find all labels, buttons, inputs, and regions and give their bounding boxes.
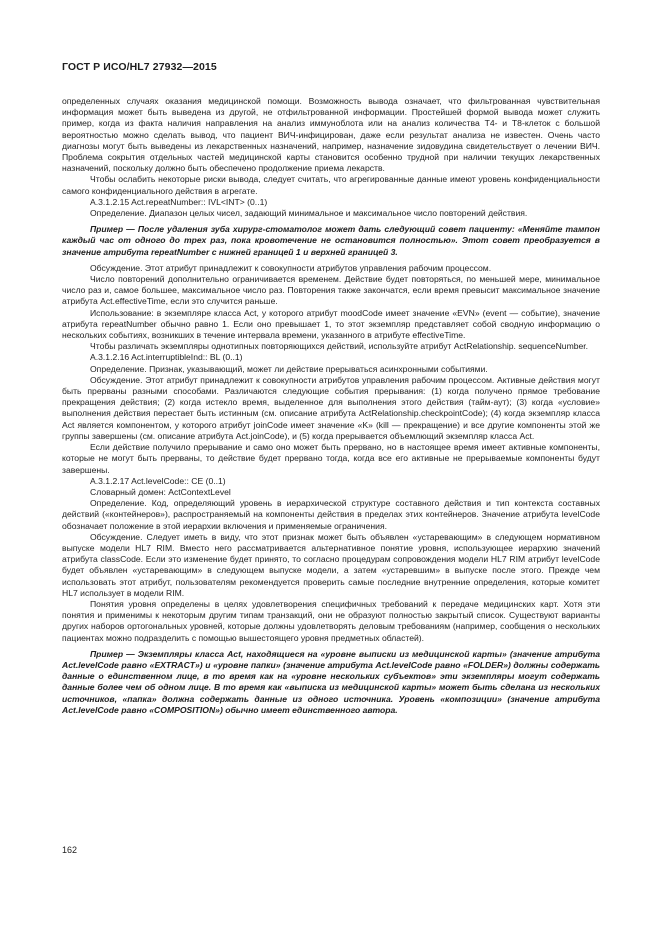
paragraph: A.3.1.2.17 Act.levelCode:: CE (0..1) — [90, 475, 226, 486]
running-header: ГОСТ Р ИСО/HL7 27932—2015 — [62, 61, 217, 73]
body-text — [62, 96, 600, 721]
example-paragraph: Пример — После удаления зуба хирург-стоматолог может дать следующий совет пациенту: «Меняйте тампон каждый час от одного до трех раз, пока кровотечение не остановится полностью». Этот совет преобразуется в значение атрибута repeatNumber с нижней границей 1 и верхней границей 3. — [62, 224, 600, 257]
paragraph: A.3.1.2.15 Act.repeatNumber:: IVL<INT> (0..1) — [90, 196, 268, 207]
paragraph: Определение. Диапазон целых чисел, задающий минимальное и максимальное число повторений действия. — [90, 208, 528, 219]
paragraph: Понятия уровня определены в целях удовлетворения специфичных требований к передаче медицинских карт. Хотя эти понятия и применимы к некоторым другим типам транзакций, они не образуют полностью закрытый список. Существуют варианты других наборов ортогональных уровней, которые должны удовлетворять деловым требованиям (например, сообщения о нескольких пациентах можно подразделить с помощью вышестоящего уровня предметных областей). — [62, 598, 600, 643]
paragraph: определенных случаях оказания медицинской помощи. Возможность вывода означает, что фильтрованная чувствительная информация может быть выведена из другой, не отфильтрованной информации. Простейшей формой вывода может служить пример, когда из факта наличия направления на анализ иммуноблота или на анализ количества Т4- и Т8-клеток с большой вероятностью можно сделать вывод, что пациент ВИЧ-инфицирован, даже если результат анализа не известен. Очень часто диагнозы могут быть выведены из лекарственных назначений, например, назначение зидовудина свидетельствует о лечении ВИЧ. Проблема сокрытия отдельных частей медицинской карты становится особенно трудной при наличии текущих лекарственных назначений, поскольку должно быть обеспечено продолжение приема лекарств. — [62, 96, 600, 174]
paragraph: Определение. Код, определяющий уровень в иерархической структуре составного действия и тип контекста составных действий («контейнеров»), распространяемый на компоненты действия в пределах этих контейнеров. Значение атрибута levelCode обозначает положение в этой иерархии включения и применяемые ограничения. — [62, 498, 600, 531]
paragraph: Обсуждение. Этот атрибут принадлежит к совокупности атрибутов управления рабочим процессом. — [90, 262, 492, 273]
paragraph: Определение. Признак, указывающий, может ли действие прерываться асинхронными событиями. — [90, 363, 488, 374]
page-number: 162 — [62, 845, 78, 855]
paragraph: A.3.1.2.16 Act.interruptibleInd:: BL (0..1) — [90, 352, 243, 363]
paragraph: Чтобы различать экземпляры однотипных повторяющихся действий, используйте атрибут ActRelationship. sequenceNumber. — [90, 341, 589, 352]
paragraph: Словарный домен: ActContextLevel — [90, 486, 231, 497]
paragraph: Чтобы ослабить некоторые риски вывода, следует считать, что агрегированные данные имеют уровень конфиденциальности самого конфиденциального действия в агрегате. — [62, 174, 600, 196]
paragraph: Если действие получило прерывание и само оно может быть прервано, но в настоящее время имеет активные компоненты, которые не могут быть прерваны, то действие будет прервано тогда, когда все его активные не прерываемые компоненты будут завершены. — [62, 442, 600, 475]
paragraph: Обсуждение. Следует иметь в виду, что этот признак может быть объявлен «устаревающим» в следующем нормативном выпуске модели HL7 RIM. Вместо него рассматривается альтернативное понятие уровня, использующее иерархию значений атрибута classCode. Если это изменение будет принято, то согласно процедурам сопровождения модели HL7 RIM атрибут levelCode будет объявлен «устаревающим» в следующем выпуске модели, а затем «устаревшим» в выпуске после этого. Прежде чем использовать этот атрибут, пользователям рекомендуется проверить самые последние внутренние определения, которые комитет HL7 использует в модели RIM. — [62, 531, 600, 598]
example-paragraph: Пример — Экземпляры класса Act, находящиеся на «уровне выписки из медицинской карты» (значение атрибута Act.levelCode равно «EXTRACT») и «уровне папки» (значение атрибута Act.levelCode равно «FOLDER») должны содержать данные о единственном лице, в то время как на «уровне нескольких субъектов» эти экземпляры могут содержать данные более чем об одном лице. В то время как «выписка из медицинской карты» может быть сделана из нескольких источников, «папка» должна содержать данные из одного источника. Уровень «композиции» (значение атрибута Act.levelCode равно «COMPOSITION») обычно имеет единственного автора. — [62, 648, 600, 715]
paragraph: Число повторений дополнительно ограничивается временем. Действие будет повторяться, по меньшей мере, минимальное число раз и, самое большее, максимальное число раз. Повторения также закончатся, если время превысит максимальное значение атрибута Act.effectiveTime, если это случится раньше. — [62, 274, 600, 307]
paragraph: Обсуждение. Этот атрибут принадлежит к совокупности атрибутов управления рабочим процессом. Активные действия могут быть прерваны разными способами. Различаются следующие события прерывания: (1) когда получено прямое требование прекращения действия; (2) когда истекло время, выделенное для выполнения этого действия (тайм-аут); (3) когда «условие» выполнения действия перестает быть истинным (см. описание атрибута ActRelationship.checkpointCode); (4) когда экземпляр класса Act является компонентом, у которого атрибут joinCode имеет значение «K» (kill — прекращение) и все другие компоненты этой же группы завершены (см. описание атрибута Act.joinCode), и (5) когда прерывается объемлющий экземпляр класса Act. — [62, 374, 600, 441]
paragraph: Использование: в экземпляре класса Act, у которого атрибут moodCode имеет значение «EVN» (event — событие), значение атрибута repeatNumber обычно равно 1. Если оно превышает 1, то этот экземпляр представляет собой сводную информацию о нескольких событиях, возникших в течение интервала времени, указанного в атрибуте effectiveTime. — [62, 307, 600, 341]
